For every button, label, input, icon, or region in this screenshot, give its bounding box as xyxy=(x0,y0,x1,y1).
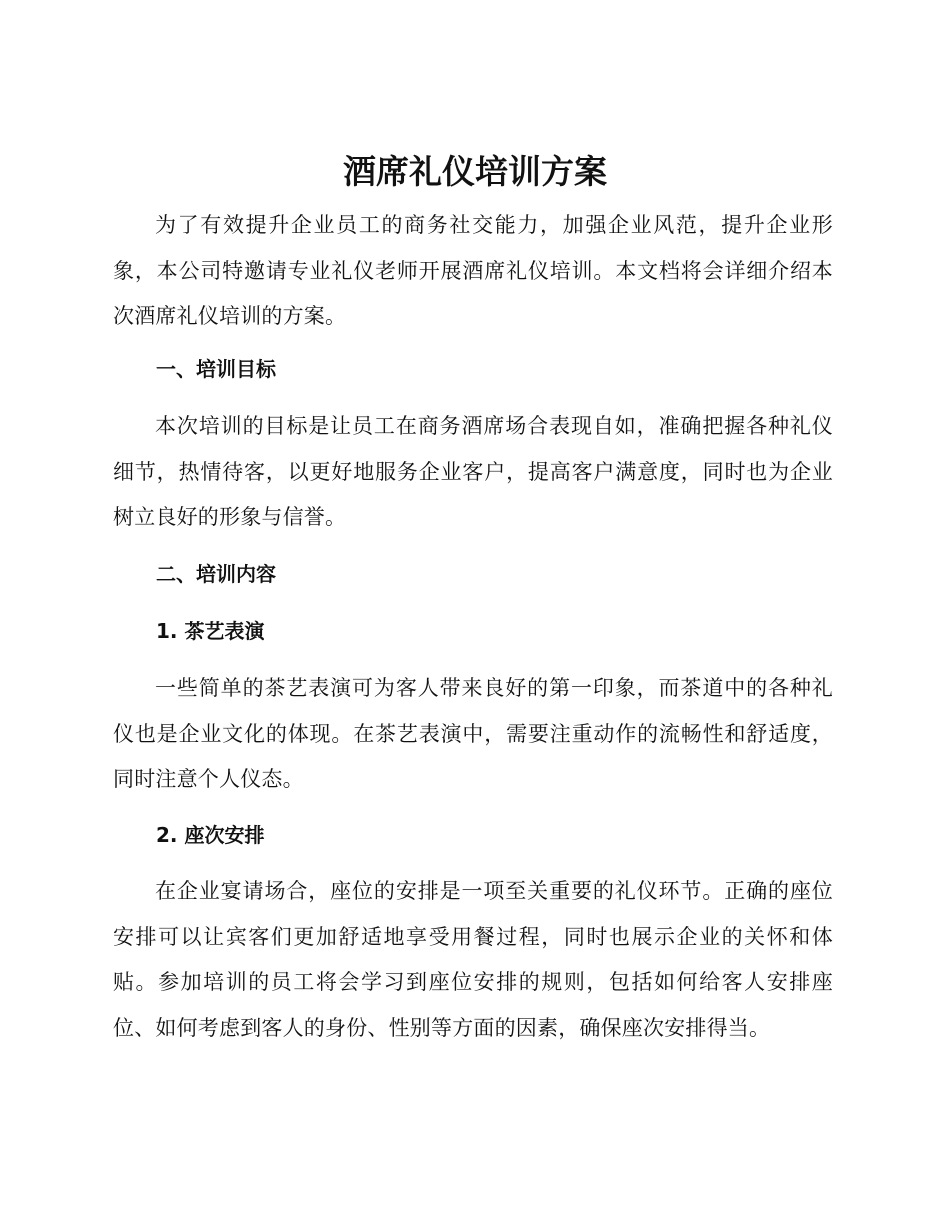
subsection-heading-seating: 2. 座次安排 xyxy=(156,823,265,847)
section-heading-goals: 一、培训目标 xyxy=(156,357,276,381)
tea-art-paragraph: 一些简单的茶艺表演可为客人带来良好的第一印象，而茶道中的各种礼仪也是企业文化的体现。在茶艺表演中，需要注重动作的流畅性和舒适度，同时注意个人仪态。 xyxy=(113,676,833,791)
subsection-heading-tea-art: 1. 茶艺表演 xyxy=(156,619,265,643)
seating-paragraph: 在企业宴请场合，座位的安排是一项至关重要的礼仪环节。正确的座位安排可以让宾客们更加舒适地享受用餐过程，同时也展示企业的关怀和体贴。参加培训的员工将会学习到座位安排的规则，包括如何给客人安排座位、如何考虑到客人的身份、性别等方面的因素，确保座次安排得当。 xyxy=(113,879,833,1040)
intro-paragraph: 为了有效提升企业员工的商务社交能力，加强企业风范，提升企业形象，本公司特邀请专业礼仪老师开展酒席礼仪培训。本文档将会详细介绍本次酒席礼仪培训的方案。 xyxy=(113,213,833,328)
document-title: 酒席礼仪培训方案 xyxy=(343,152,607,191)
section-heading-content: 二、培训内容 xyxy=(156,562,276,586)
goals-paragraph: 本次培训的目标是让员工在商务酒席场合表现自如，准确把握各种礼仪细节，热情待客，以更好地服务企业客户，提高客户满意度，同时也为企业树立良好的形象与信誉。 xyxy=(113,414,833,529)
